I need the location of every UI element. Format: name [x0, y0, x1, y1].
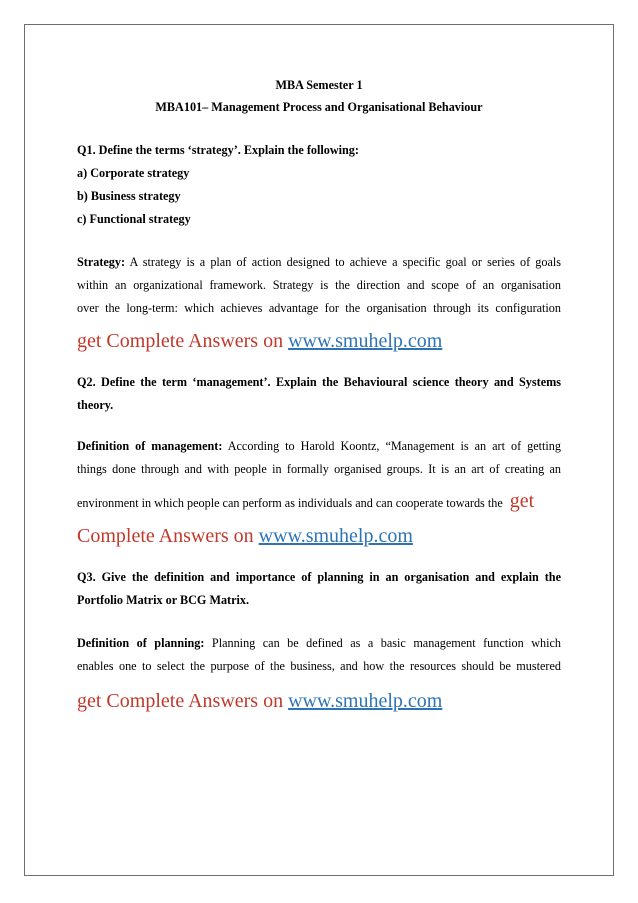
- promo-inline-get: get: [509, 490, 535, 512]
- q1-item-a: a) Corporate strategy: [77, 166, 190, 180]
- document-body: [77, 74, 561, 719]
- q1-item-c: c) Functional strategy: [77, 212, 191, 226]
- q1-answer-line-1: [77, 251, 561, 274]
- promo-link[interactable]: www.smuhelp.com: [288, 690, 443, 712]
- promo-text: get Complete Answers on: [77, 330, 289, 352]
- promo-line-1: [77, 323, 561, 359]
- promo-link[interactable]: www.smuhelp.com: [288, 330, 443, 352]
- q1-question: Q1. Define the terms ‘strategy’. Explain the following:: [77, 143, 359, 157]
- spacer: [77, 554, 561, 566]
- q2-answer-line-3: [77, 486, 561, 518]
- q3-answer-line-2: enables one to select the purpose of the business, and how the resources should be mustered: [77, 659, 561, 673]
- spacer: [77, 417, 561, 435]
- promo-line-3: [77, 683, 561, 719]
- q2-answer-text-1: According to Harold Koontz, “Management is an art of getting: [222, 439, 561, 453]
- q3-question-line-1: Q3. Give the definition and importance of planning in an organisation and explain the: [77, 570, 561, 584]
- course-title: MBA101– Management Process and Organisational Behaviour: [155, 100, 483, 114]
- q2-answer-line-2: things done through and with people in formally organised groups. It is an art of creating an: [77, 462, 561, 476]
- promo-line-2: [77, 518, 561, 554]
- spacer: [77, 231, 561, 251]
- q3-answer-label: Definition of planning:: [77, 636, 205, 650]
- q1-answer-label: Strategy:: [77, 255, 126, 269]
- promo-text: get Complete Answers on: [77, 690, 289, 712]
- promo-link[interactable]: www.smuhelp.com: [258, 525, 413, 547]
- q2-question-line-2: theory.: [77, 398, 114, 412]
- q3-answer-line-1: [77, 632, 561, 655]
- spacer: [77, 119, 561, 139]
- q1-item-b: b) Business strategy: [77, 189, 181, 203]
- promo-text-continued: Complete Answers on: [77, 525, 259, 547]
- q2-answer-text-3: environment in which people can perform as individuals and can cooperate towards the: [77, 496, 506, 510]
- semester-title: MBA Semester 1: [275, 78, 363, 92]
- q2-answer-label: Definition of management:: [77, 439, 223, 453]
- q2-answer-line-1: [77, 435, 561, 458]
- spacer: [77, 612, 561, 632]
- q3-answer-text-1: Planning can be defined as a basic management function which: [204, 636, 561, 650]
- q3-question-line-2: Portfolio Matrix or BCG Matrix.: [77, 593, 250, 607]
- spacer: [77, 359, 561, 371]
- q1-answer-line-2: within an organizational framework. Strategy is the direction and scope of an organisation: [77, 278, 561, 292]
- q1-answer-line-3: over the long-term: which achieves advantage for the organisation through its configuration: [77, 301, 561, 315]
- q1-answer-text-1: A strategy is a plan of action designed to achieve a specific goal or series of goals: [125, 255, 561, 269]
- q2-question-line-1: Q2. Define the term ‘management’. Explain the Behavioural science theory and Systems: [77, 375, 561, 389]
